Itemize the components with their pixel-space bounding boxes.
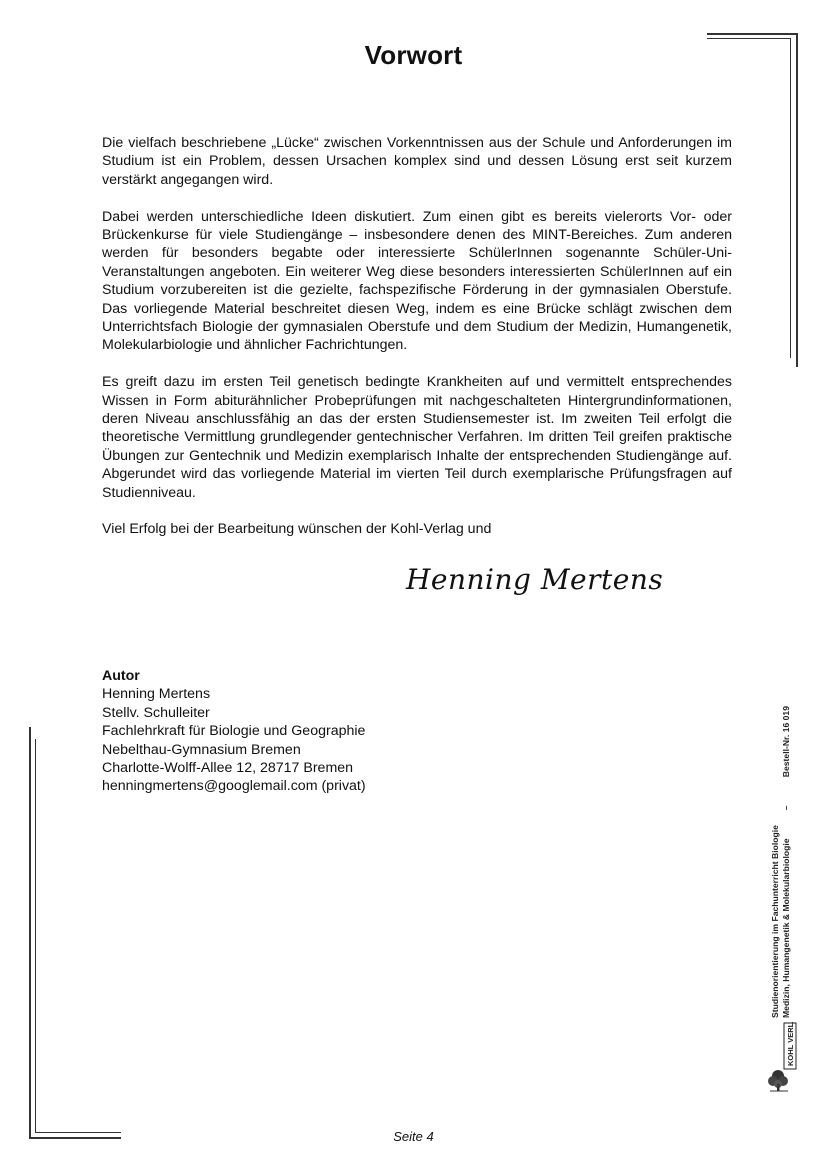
author-heading: Autor: [102, 668, 140, 684]
sidebar-book-subtitle: Medizin, Humangenetik & Molekularbiologie: [781, 838, 791, 1018]
frame-top-right-horizontal-outer: [707, 33, 798, 35]
frame-top-right-vertical-outer: [796, 33, 798, 367]
sidebar-order-number: Bestell-Nr. 16 019: [781, 706, 791, 778]
frame-top-right-horizontal-inner: [707, 38, 791, 39]
author-subjects: Fachlehrkraft für Biologie und Geographie: [102, 723, 366, 740]
handwritten-signature: Henning Mertens: [406, 563, 664, 596]
paragraph-2: Dabei werden unterschiedliche Ideen diskutiert. Zum einen gibt es bereits vielerorts Vor- oder Brückenkurse für viele Studiengänge – insbesondere denen des MINT-Bereiches. Zum anderen werden für besonders begabte oder interessierte SchülerInnen sogenannte Schüler-Uni-Veranstaltungen angeboten. Ein weiterer Weg diese besonders interessierten SchülerInnen auf ein Studium vorzubereiten ist die gezielte, fachspezifische Förderung in der gymnasialen Oberstufe. Das vorliegende Material beschreitet diesen Weg, indem es eine Brücke schlägt zwischen dem Unterrichtsfach Biologie der gymnasialen Oberstufe und dem Studium der Medizin, Humangenetik, Molekularbiologie und ähnlicher Fachrichtungen.: [102, 208, 732, 354]
kohl-verlag-logo: [766, 1022, 802, 1092]
author-position: Stellv. Schulleiter: [102, 704, 210, 721]
paragraph-3: Es greift dazu im ersten Teil genetisch bedingte Krankheiten auf und vermittelt entsprechendes Wissen in Form abiturähnlicher Probeprüfungen mit nachgeschalteten Hintergrundinformationen, deren Niveau anschlussfähig an das der ersten Studiensemester ist. Im zweiten Teil erfolgt die theoretische Vermittlung grundlegender gentechnischer Verfahren. Im dritten Teil greifen praktische Übungen zur Gentechnik und Medizin exemplarisch Inhalte der entsprechenden Studiengänge auf. Abgerundet wird das vorliegende Material im vierten Teil durch exemplarische Prüfungsfragen auf Studienniveau.: [102, 374, 732, 501]
frame-bottom-left-vertical-outer: [29, 727, 31, 1139]
author-school: Nebelthau-Gymnasium Bremen: [102, 741, 301, 758]
author-name: Henning Mertens: [102, 686, 211, 703]
author-block: [102, 667, 366, 796]
closing-line: Viel Erfolg bei der Bearbeitung wünschen der Kohl-Verlag und: [102, 521, 492, 538]
paragraph-1: Die vielfach beschriebene „Lücke“ zwischen Vorkenntnissen aus der Schule und Anforderungen im Studium ist ein Problem, dessen Ursachen komplex sind und dessen Lösung erst seit kurzem verstärkt angegangen wird.: [102, 135, 732, 188]
author-email: henningmertens@googlemail.com (privat): [102, 778, 366, 795]
page-number: Seite 4: [393, 1129, 434, 1144]
frame-bottom-left-vertical-inner: [35, 739, 36, 1132]
svg-text:KOHL VERLAG: KOHL VERLAG: [786, 1022, 795, 1066]
author-address: Charlotte-Wolff-Allee 12, 28717 Bremen: [102, 760, 354, 777]
frame-top-right-vertical-inner: [790, 38, 791, 358]
sidebar-vertical-info: [770, 706, 804, 1018]
tree-logo-icon: [766, 1022, 802, 1092]
sidebar-separator: –: [781, 805, 791, 811]
page-title: Vorwort: [364, 40, 463, 70]
foreword-body: [102, 134, 732, 539]
sidebar-book-title: Studienorientierung im Fachunterricht Biologie: [770, 825, 780, 1018]
sidebar-line-1: [770, 706, 781, 1018]
sidebar-line-2: [781, 706, 792, 1018]
